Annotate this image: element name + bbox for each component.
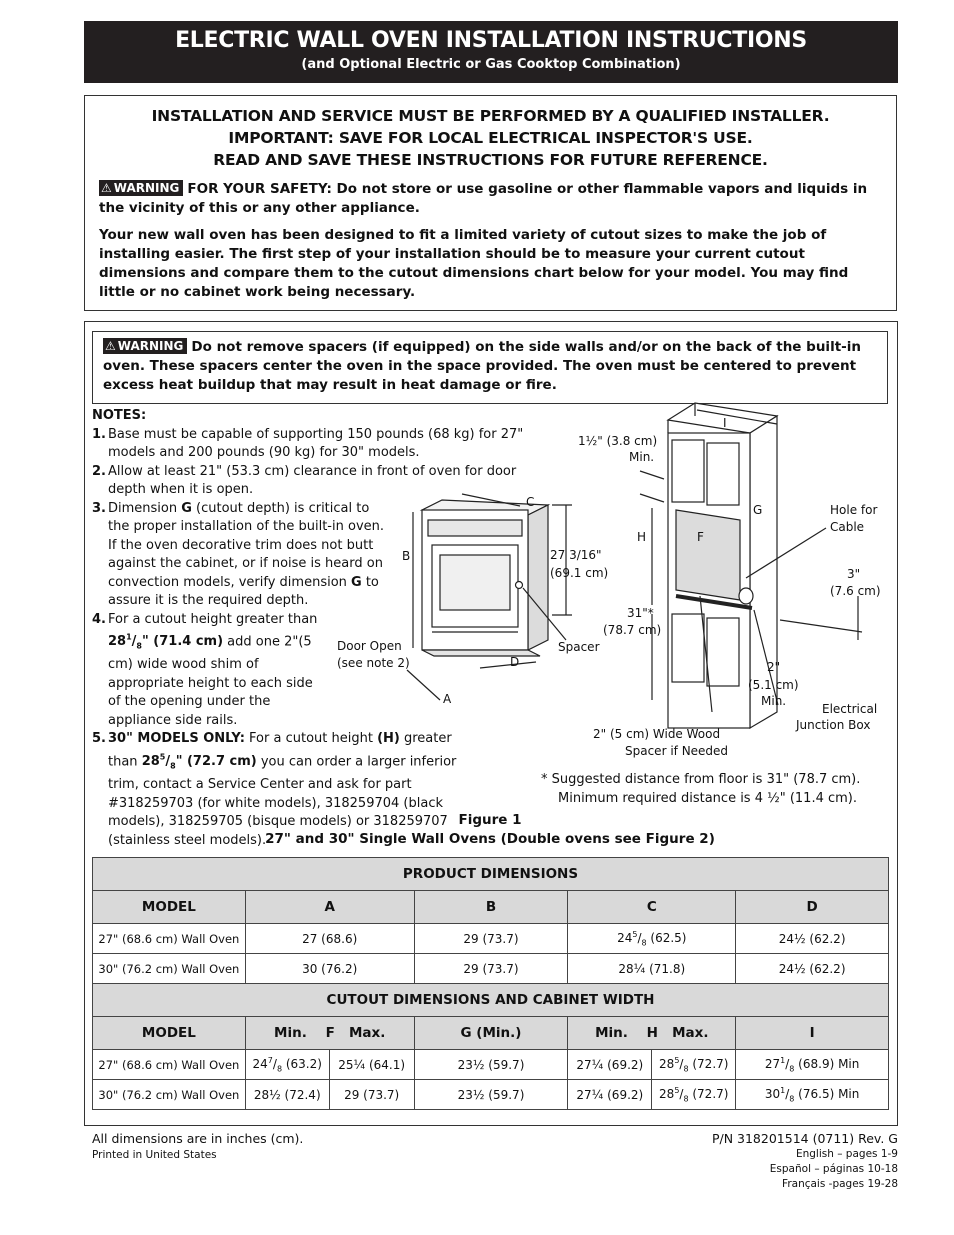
warning-badge: ⚠ WARNING <box>99 180 183 196</box>
cutout-header-f: Min. F Max. <box>245 1017 414 1050</box>
notes-title: NOTES: <box>92 408 147 423</box>
dim-3-cm: (7.6 cm) <box>830 584 881 598</box>
spacer-label: Spacer <box>558 640 600 654</box>
french-pages: Français -pages 19-28 <box>782 1178 898 1190</box>
table-row: 30" (76.2 cm) Wall Oven 30 (76.2) 29 (73.7) 28¼ (71.8) 24½ (62.2) <box>93 954 889 984</box>
english-pages: English – pages 1-9 <box>795 1148 898 1160</box>
dimensions-table <box>92 857 889 1110</box>
dim-31: 31"* <box>627 606 654 620</box>
figure-label: Figure 1 <box>458 812 522 828</box>
dim-2-min: Min. <box>761 694 787 708</box>
dim-2-cm: (5.1 cm) <box>748 678 799 692</box>
warning-badge-2: ⚠ WARNING <box>103 338 187 354</box>
dim-1-5: 1½" (3.8 cm) <box>578 434 658 448</box>
intro-line-1: INSTALLATION AND SERVICE MUST BE PERFORMED BY A QUALIFIED INSTALLER. <box>151 107 830 125</box>
footer-right <box>600 1131 898 1192</box>
note-2: 2. Allow at least 21" (53.3 cm) clearance in front of oven for door depth when it is open. <box>92 463 517 497</box>
warning-triangle-icon: ⚠ <box>101 181 112 195</box>
product-dimensions-title: PRODUCT DIMENSIONS <box>93 858 889 891</box>
label-a: A <box>443 692 452 706</box>
label-g: G <box>753 503 763 517</box>
dimensions-note: All dimensions are in inches (cm). <box>92 1131 304 1146</box>
col-header-d: D <box>736 891 889 924</box>
col-header-model: MODEL <box>93 891 246 924</box>
door-open-1: Door Open <box>337 639 402 653</box>
footnote <box>541 770 891 808</box>
spanish-pages: Español – páginas 10-18 <box>769 1163 898 1175</box>
shim-label-2: Spacer if Needed <box>625 744 729 758</box>
warning-triangle-icon: ⚠ <box>105 339 116 353</box>
footer-left <box>92 1131 303 1163</box>
dim-2: 2" <box>767 660 781 674</box>
fit-paragraph: Your new wall oven has been designed to fit a limited variety of cutout sizes to make the job of installing easier. The first step of your installation should be to measure your current cutout dimensions and compare them to the cutout dimensions chart below for your model. You may find little or no cabinet work being necessary. <box>99 227 849 300</box>
dim-31-cm: (78.7 cm) <box>603 623 662 637</box>
col-header-a: A <box>245 891 414 924</box>
part-number: P/N 318201514 (0711) Rev. G <box>711 1131 898 1146</box>
oven-illustration <box>422 500 548 656</box>
printed-in: Printed in United States <box>92 1149 217 1161</box>
spacer-warning-text: Do not remove spacers (if equipped) on the side walls and/or on the back of the built-in oven. These spacers center the oven in the space provided. The oven must be centered to prevent excess heat buildup that may result in heat damage or fire. <box>103 339 861 393</box>
elec-label-2: Junction Box <box>796 718 871 732</box>
elec-label-1: Electrical <box>822 702 878 716</box>
note-5: 5. 30" MODELS ONLY: For a cutout height (H) greater than $28^5/_8$" (72.7 cm) you can order a larger inferior trim, contact a Service Center and ask for part #318259703 (for white models), 318259704 (black models), 318259705 (bisque models) or 318259707 (stainless steel models). <box>92 731 457 848</box>
dim-27-cm: (69.1 cm) <box>550 566 609 580</box>
cutout-dimensions-title: CUTOUT DIMENSIONS AND CABINET WIDTH <box>93 984 889 1017</box>
footnote-line-1: * Suggested distance from floor is 31" (78.7 cm). <box>541 772 861 787</box>
label-i: I <box>723 416 727 430</box>
table-row: 27" (68.6 cm) Wall Oven $24^7/_8$ (63.2) 25¼ (64.1) 23½ (59.7) 27¼ (69.2) $28^5/_8$ (72.7) $27^1/_8$ (68.9) Min <box>93 1050 889 1080</box>
safety-text: FOR YOUR SAFETY: Do not store or use gasoline or other flammable vapors and liquids in the vicinity of this or any other appliance. <box>99 181 868 216</box>
figure-caption-text: 27" and 30" Single Wall Ovens (Double ovens see Figure 2) <box>265 831 715 847</box>
cutout-header-model: MODEL <box>93 1017 246 1050</box>
dim-3: 3" <box>847 567 861 581</box>
label-c: C <box>526 495 535 509</box>
col-header-c: C <box>568 891 736 924</box>
note-4: 4. For a cutout height greater than $28^1/_8$" (71.4 cm) add one 2"(5 cm) wide wood shim of appropriate height to each side of the opening under the appliance side rails. <box>92 611 318 728</box>
shim-label-1: 2" (5 cm) Wide Wood <box>593 727 721 741</box>
label-b: B <box>402 549 411 563</box>
document-title: ELECTRIC WALL OVEN INSTALLATION INSTRUCTIONS <box>175 28 807 53</box>
document-subtitle: (and Optional Electric or Gas Cooktop Combination) <box>301 57 681 72</box>
note-3: 3. Dimension G (cutout depth) is critical to the proper installation of the built-in oven. If the oven decorative trim does not butt against the cabinet, or if noise is heard on convection models, verify dimension G to assure it is the required depth. <box>92 500 385 608</box>
hole-label-1: Hole for <box>830 503 878 517</box>
dim-27: 27 3/16" <box>550 548 602 562</box>
cutout-header-g: G (Min.) <box>414 1017 568 1050</box>
label-f: F <box>697 530 704 544</box>
cutout-header-h: Min. H Max. <box>568 1017 736 1050</box>
dim-1-5-min: Min. <box>629 450 655 464</box>
figure-caption <box>92 811 888 849</box>
intro-line-3: READ AND SAVE THESE INSTRUCTIONS FOR FUTURE REFERENCE. <box>213 151 768 169</box>
note-1: 1. Base must be capable of supporting 150 pounds (68 kg) for 27" models and 200 pounds (90 kg) for 30" models. <box>92 426 524 460</box>
intro-line-2: IMPORTANT: SAVE FOR LOCAL ELECTRICAL INSPECTOR'S USE. <box>228 129 753 147</box>
col-header-b: B <box>414 891 568 924</box>
footnote-line-2: Minimum required distance is 4 ½" (11.4 cm). <box>558 791 857 806</box>
table-row: 27" (68.6 cm) Wall Oven 27 (68.6) 29 (73.7) $24^5/_8$ (62.5) 24½ (62.2) <box>93 924 889 954</box>
hole-label-2: Cable <box>830 520 865 534</box>
table-row: 30" (76.2 cm) Wall Oven 28½ (72.4) 29 (73.7) 23½ (59.7) 27¼ (69.2) $28^5/_8$ (72.7) $30^1/_8$ (76.5) Min <box>93 1080 889 1110</box>
label-h: H <box>637 530 647 544</box>
cutout-header-i: I <box>736 1017 889 1050</box>
label-d: D <box>510 655 520 669</box>
door-open-2: (see note 2) <box>337 656 410 670</box>
